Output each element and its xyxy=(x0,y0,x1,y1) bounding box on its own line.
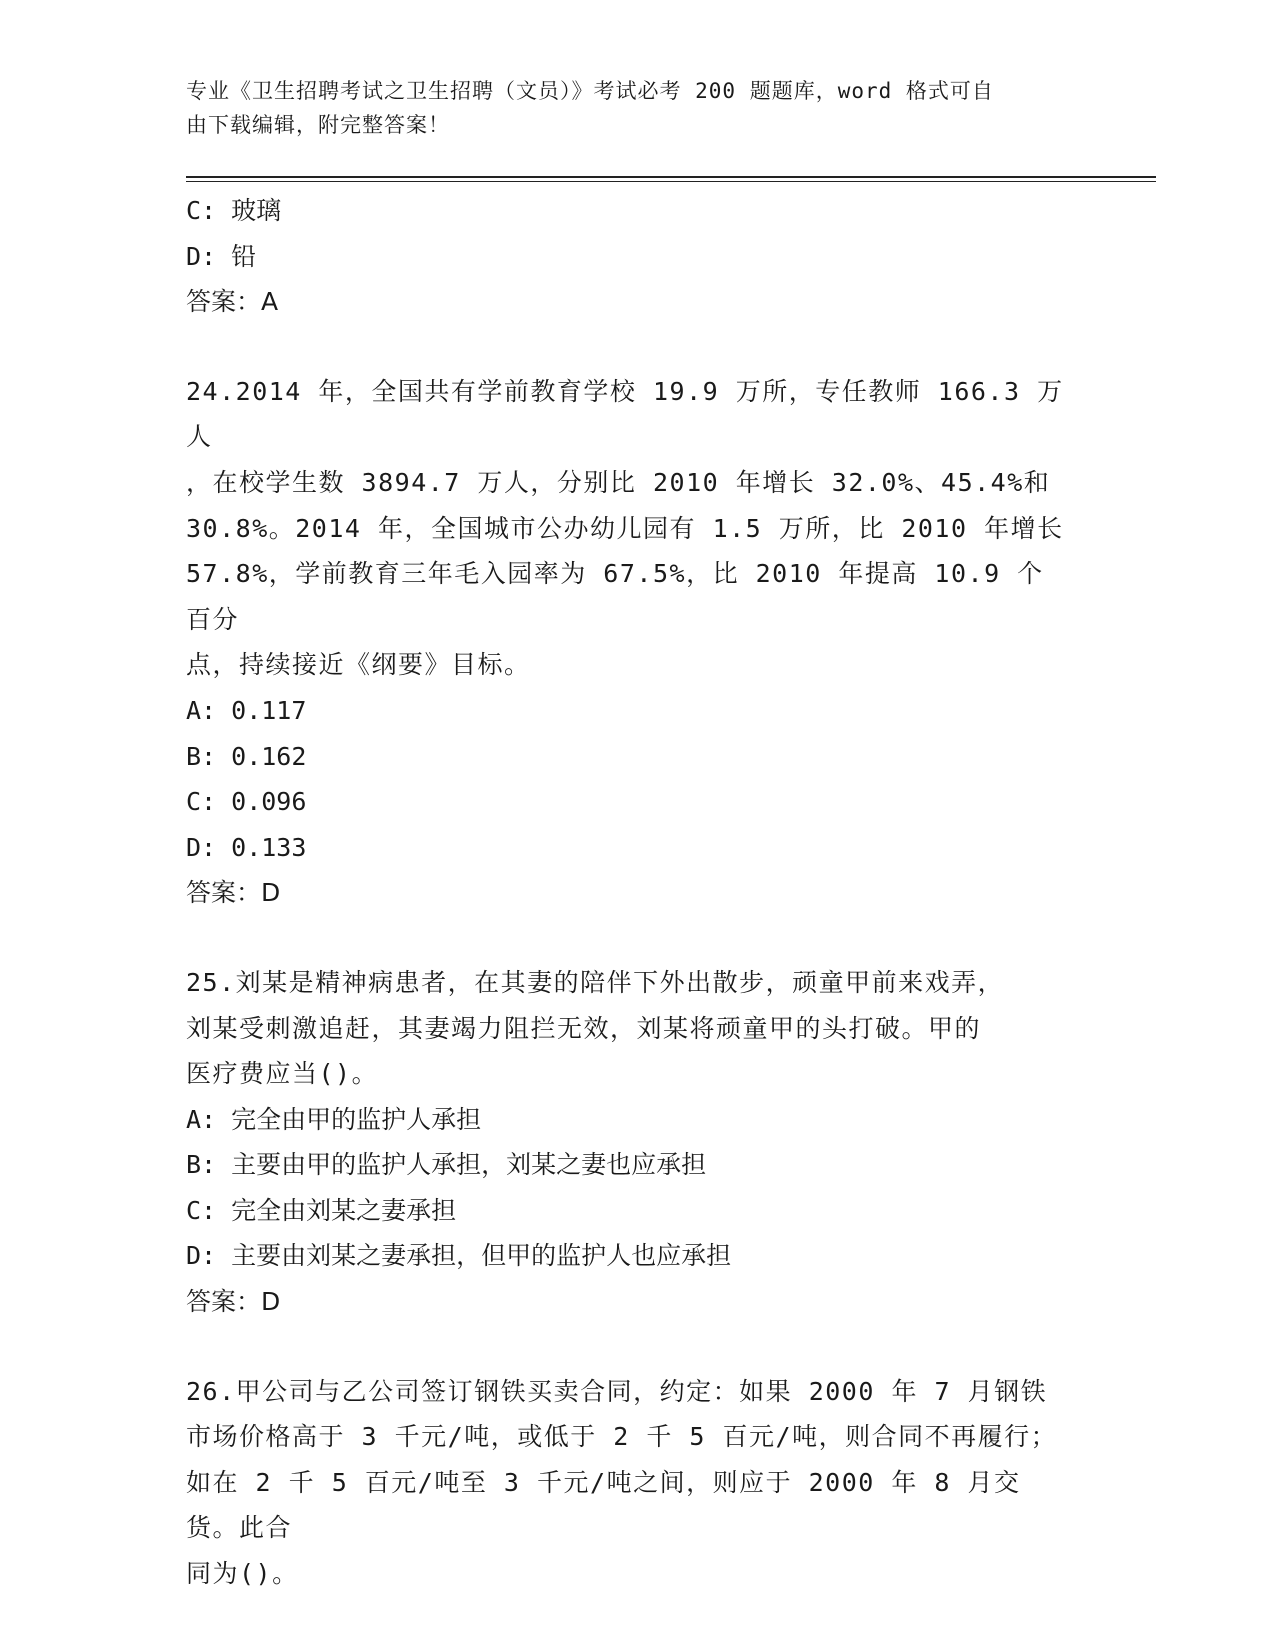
question-text-line: 如在 2 千 5 百元/吨至 3 千元/吨之间，则应于 2000 年 8 月交货。此合 xyxy=(186,1467,1021,1543)
answer-label: 答案：D xyxy=(186,1287,281,1317)
question-26 xyxy=(186,1369,1066,1597)
question-text-line: 同为()。 xyxy=(186,1559,299,1589)
question-text-line: 25.刘某是精神病患者，在其妻的陪伴下外出散步，顽童甲前来戏弄， xyxy=(186,967,1005,997)
question-25 xyxy=(186,960,1066,1325)
question-text-line: 市场价格高于 3 千元/吨，或低于 2 千 5 百元/吨，则合同不再履行； xyxy=(186,1422,1058,1452)
question-text-line: 57.8%，学前教育三年毛入园率为 67.5%，比 2010 年提高 10.9 个百分 xyxy=(186,559,1044,634)
option-b: B: 主要由甲的监护人承担，刘某之妻也应承担 xyxy=(186,1150,707,1180)
header-line-2: 由下载编辑，附完整答案！ xyxy=(186,113,450,137)
question-text-line: 26.甲公司与乙公司签订钢铁买卖合同，约定：如果 2000 年 7 月钢铁 xyxy=(186,1376,1048,1406)
question-text-line: ，在校学生数 3894.7 万人，分别比 2010 年增长 32.0%、45.4%和 xyxy=(186,467,1051,497)
option-d: D: 铅 xyxy=(186,241,257,271)
option-c: C: 完全由刘某之妻承担 xyxy=(186,1195,457,1225)
question-text-line: 刘某受刺激追赶，其妻竭力阻拦无效，刘某将顽童甲的头打破。甲的 xyxy=(186,1013,982,1043)
document-header xyxy=(186,74,1066,142)
question-text-line: 30.8%。2014 年，全国城市公办幼儿园有 1.5 万所，比 2010 年增长 xyxy=(186,513,1064,543)
answer-label: 答案：D xyxy=(186,878,281,908)
question-text-line: 医疗费应当()。 xyxy=(186,1059,379,1089)
header-line-1: 专业《卫生招聘考试之卫生招聘（文员）》考试必考 200 题题库，word 格式可自 xyxy=(186,79,994,103)
option-a: A: 完全由甲的监护人承担 xyxy=(186,1104,482,1134)
option-d: D: 0.133 xyxy=(186,832,307,862)
question-text-line: 点，持续接近《纲要》目标。 xyxy=(186,650,531,680)
option-c: C: 玻璃 xyxy=(186,196,282,225)
document-body xyxy=(186,188,1066,1597)
question-24 xyxy=(186,369,1066,916)
answer-label: 答案：A xyxy=(186,287,279,317)
option-a: A: 0.117 xyxy=(186,695,307,725)
question-23-tail xyxy=(186,188,1066,325)
option-d: D: 主要由刘某之妻承担，但甲的监护人也应承担 xyxy=(186,1241,732,1271)
header-rule-thin xyxy=(186,181,1156,182)
option-b: B: 0.162 xyxy=(186,741,307,771)
question-text-line: 24.2014 年，全国共有学前教育学校 19.9 万所，专任教师 166.3 万人 xyxy=(186,376,1064,452)
header-rule-thick xyxy=(186,176,1156,178)
option-c: C: 0.096 xyxy=(186,787,307,817)
